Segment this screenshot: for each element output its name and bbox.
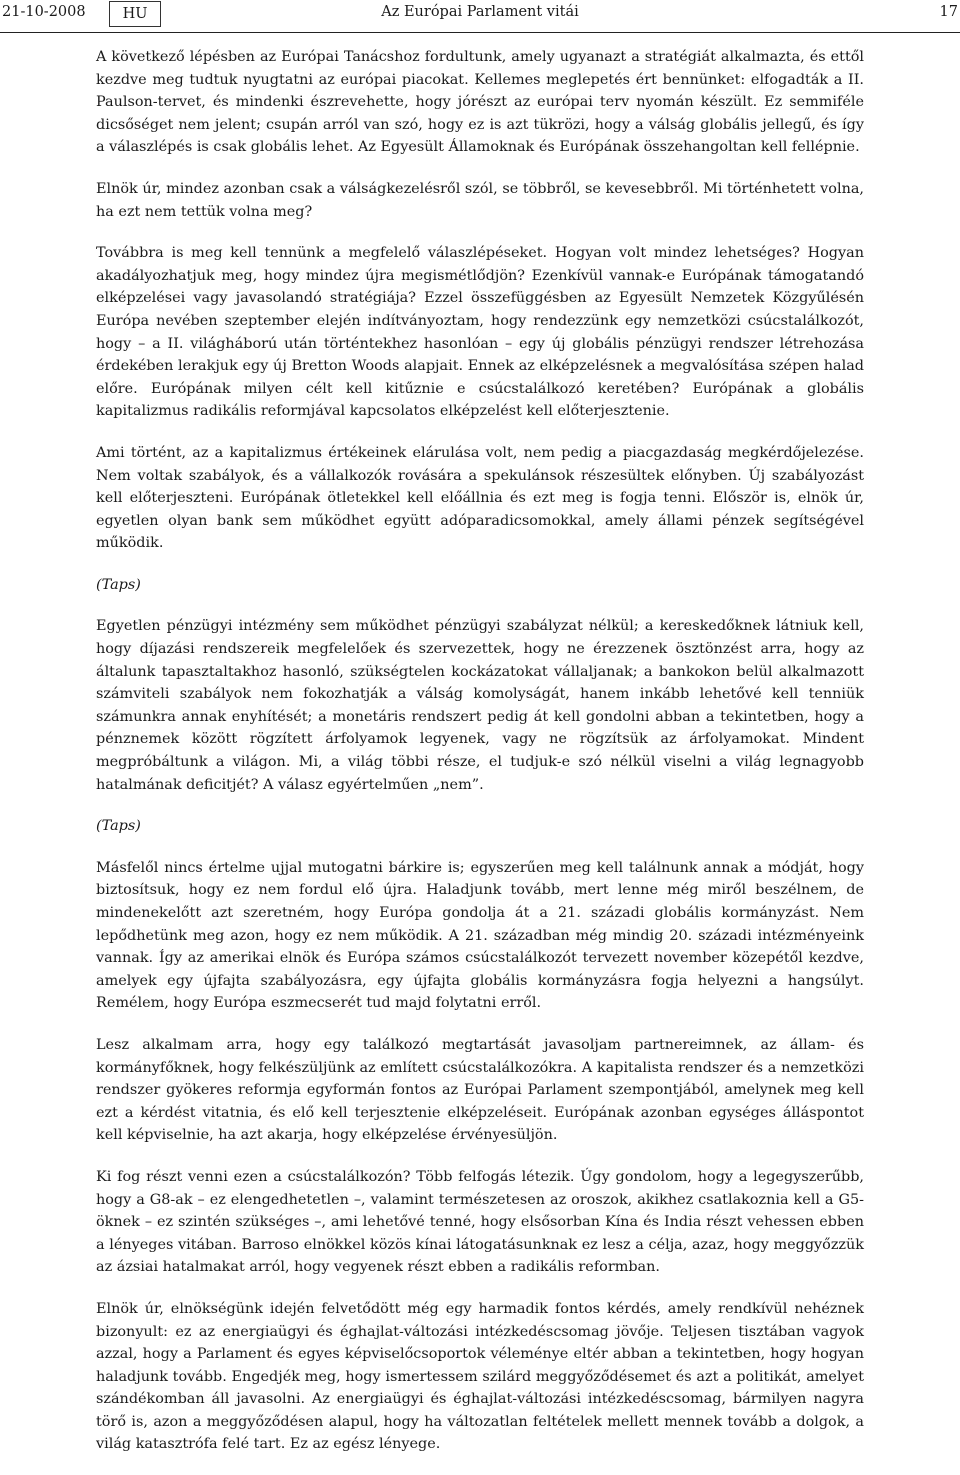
paragraph: Továbbra is meg kell tennünk a megfelelő válaszlépéseket. Hogyan volt mindez lehetséges? Hogyan akadályozhatjuk meg, hogy mindez újra megismétlődjön? Ezenkívül vannak-e Európának támogatandó elképzelései vagy javasolandó stratégiája? Ezzel összefüggésben az Egyesült Nemzetek Közgyűlésén Európa nevében szeptember elején indítványoztam, hogy rendezzünk egy nemzetközi csúcstalálkozót, hogy – a II. világháború után történtekhez hasonlóan – egy új globális pénzügyi rendszer létrehozása érdekében lerakjuk egy új Bretton Woods alapjait. Ennek az elképzelésnek a megvalósítása szépen halad előre. Európának milyen célt kell kitűznie e csúcstalálkozó keretében? Európának a globális kapitalizmus radikális reformjával kapcsolatos elképzelést kell előterjesztenie.	[96, 245, 864, 420]
page-number: 17	[939, 4, 958, 20]
publication-title: Az Európai Parlament vitái	[381, 4, 579, 20]
applause-note: (Taps)	[96, 818, 141, 835]
paragraph: Ki fog részt venni ezen a csúcstalálkozón? Több felfogás létezik. Úgy gondolom, hogy a legegyszerűbb, hogy a G8-ak – ez elengedhetetlen –, valamint természetesen az oroszok, akikhez csatlakoznia kell a G5-öknek – ez szintén szükséges –, ami lehetővé tenné, hogy elsősorban Kína és India részt vehessen ebben a lényeges vitában. Barroso elnökkel közös kínai látogatásunknak ez lesz a célja, azaz, hogy meggyőzzük az ázsiai hatalmakat arról, hogy vegyenek részt ebben a radikális reformban.	[96, 1168, 864, 1276]
paragraph: Egyetlen pénzügyi intézmény sem működhet pénzügyi szabályzat nélkül; a kereskedőknek látniuk kell, hogy díjazási rendszereik megfelelőek és szervezettek, hogy ne érezzenek ösztönzést arra, hogy az általunk tapasztaltakhoz hasonló, szükségtelen kockázatokat vállaljanak; a bankokon belül alkalmazott számviteli szabályok nem fokozhatják a válság komolyságát, hanem inkább lehetővé kell tenniük számunkra annak enyhítését; a monetáris rendszert pedig át kell gondolni abban a tekintetben, hogy a pénznemek között rögzített árfolyamok legyenek, vagy ne rögzítsük az árfolyamokat. Mindent megpróbáltunk a világon. Mi, a világ többi része, el tudjuk-e szó nélkül viselni a világ legnagyobb hatalmának deficitjét? A válasz egyértelműen „nem”.	[96, 618, 864, 793]
paragraph: Elnök úr, elnökségünk idején felvetődött még egy harmadik fontos kérdés, amely rendkívül nehéznek bizonyult: ez az energiaügyi és éghajlat-változási intézkedéscsomag jövője. Teljesen tisztában vagyok azzal, hogy a Parlament és egyes képviselőcsoportok véleménye eltér abban a tekintetben, hogy hogyan haladjunk tovább. Engedjék meg, hogy ismertessem szilárd meggyőződésemet és azt a politikát, amelyet szándékomban áll javasolni. Az energiaügyi és éghajlat-változási intézkedéscsomag, bármilyen nagyra törő is, azon a meggyőződésen alapul, hogy ha változatlan feltételek mellett mennek tovább a dolgok, a világ katasztrófa felé tart. Ez az egész lényege.	[96, 1300, 864, 1453]
paragraph: Elnök úr, mindez azonban csak a válságkezelésről szól, se többről, se kevesebbről. Mi történhetett volna, ha ezt nem tettük volna meg?	[96, 180, 864, 220]
document-body	[96, 46, 864, 1475]
paragraph: A következő lépésben az Európai Tanácshoz fordultunk, amely ugyanazt a stratégiát alkalmazta, és ettől kezdve meg tudtuk nyugtatni az európai piacokat. Kellemes meglepetés ért bennünket: elfogadták a II. Paulson-tervet, és mindenki észrevehette, hogy jórészt az európai terv nyomán készült. Ez semmiféle dicsőséget nem jelent; csupán arról van szó, hogy ez is azt tükrözi, hogy a válság globális jellegű, és így a válaszlépés is csak globális lehet. Az Egyesült Államoknak és Európának összehangoltan kell fellépnie.	[96, 49, 864, 156]
paragraph: Ami történt, az a kapitalizmus értékeinek elárulása volt, nem pedig a piacgazdaság megkérdőjelezése. Nem voltak szabályok, és a vállalkozók rovására a spekulánsok részesültek előnyben. Új szabályozást kell előterjeszteni. Európának ötletekkel kell előállnia és ezt meg is fogja tenni. Először is, elnök úr, egyetlen olyan bank sem működhet együtt adóparadicsomokkal, amely állami pénzek segítségével működik.	[96, 444, 864, 552]
page-header	[0, 0, 960, 33]
header-date: 21-10-2008	[2, 4, 86, 20]
paragraph: Másfelől nincs értelme ujjal mutogatni bárkire is; egyszerűen meg kell találnunk annak a módját, hogy biztosítsuk, hogy ez nem fordul elő újra. Haladjunk tovább, mert lenne még miről beszélnem, de mindenekelőtt azt szeretném, hogy Európa gondolja át a 21. századi globális kormányzást. Nem lepődhetünk meg azon, hogy ez nem működik. A 21. században még mindig 20. századi intézményeink vannak. Így az amerikai elnök és Európa számos csúcstalálkozót tervezett november közepétől kezdve, amelyek egy újfajta szabályozásra, egy újfajta globális kormányzásra fogja helyezni a hangsúlyt. Remélem, hogy Európa eszmecserét tud majd folytatni erről.	[96, 859, 864, 1012]
language-code-box: HU	[109, 1, 161, 27]
applause-note: (Taps)	[96, 576, 141, 593]
paragraph: Lesz alkalmam arra, hogy egy találkozó megtartását javasoljam partnereimnek, az állam- és kormányfőknek, hogy felkészüljünk az említett csúcstalálkozókra. A kapitalista rendszer és a nemzetközi rendszer gyökeres reformja egyformán fontos az Európai Parlament szempontjából, amelynek meg kell ezt a kérdést vitatnia, és elő kell terjesztenie elképzeléseit. Európának azonban egységes álláspontot kell képviselnie, ha azt akarja, hogy elképzelése érvényesüljön.	[96, 1036, 864, 1144]
